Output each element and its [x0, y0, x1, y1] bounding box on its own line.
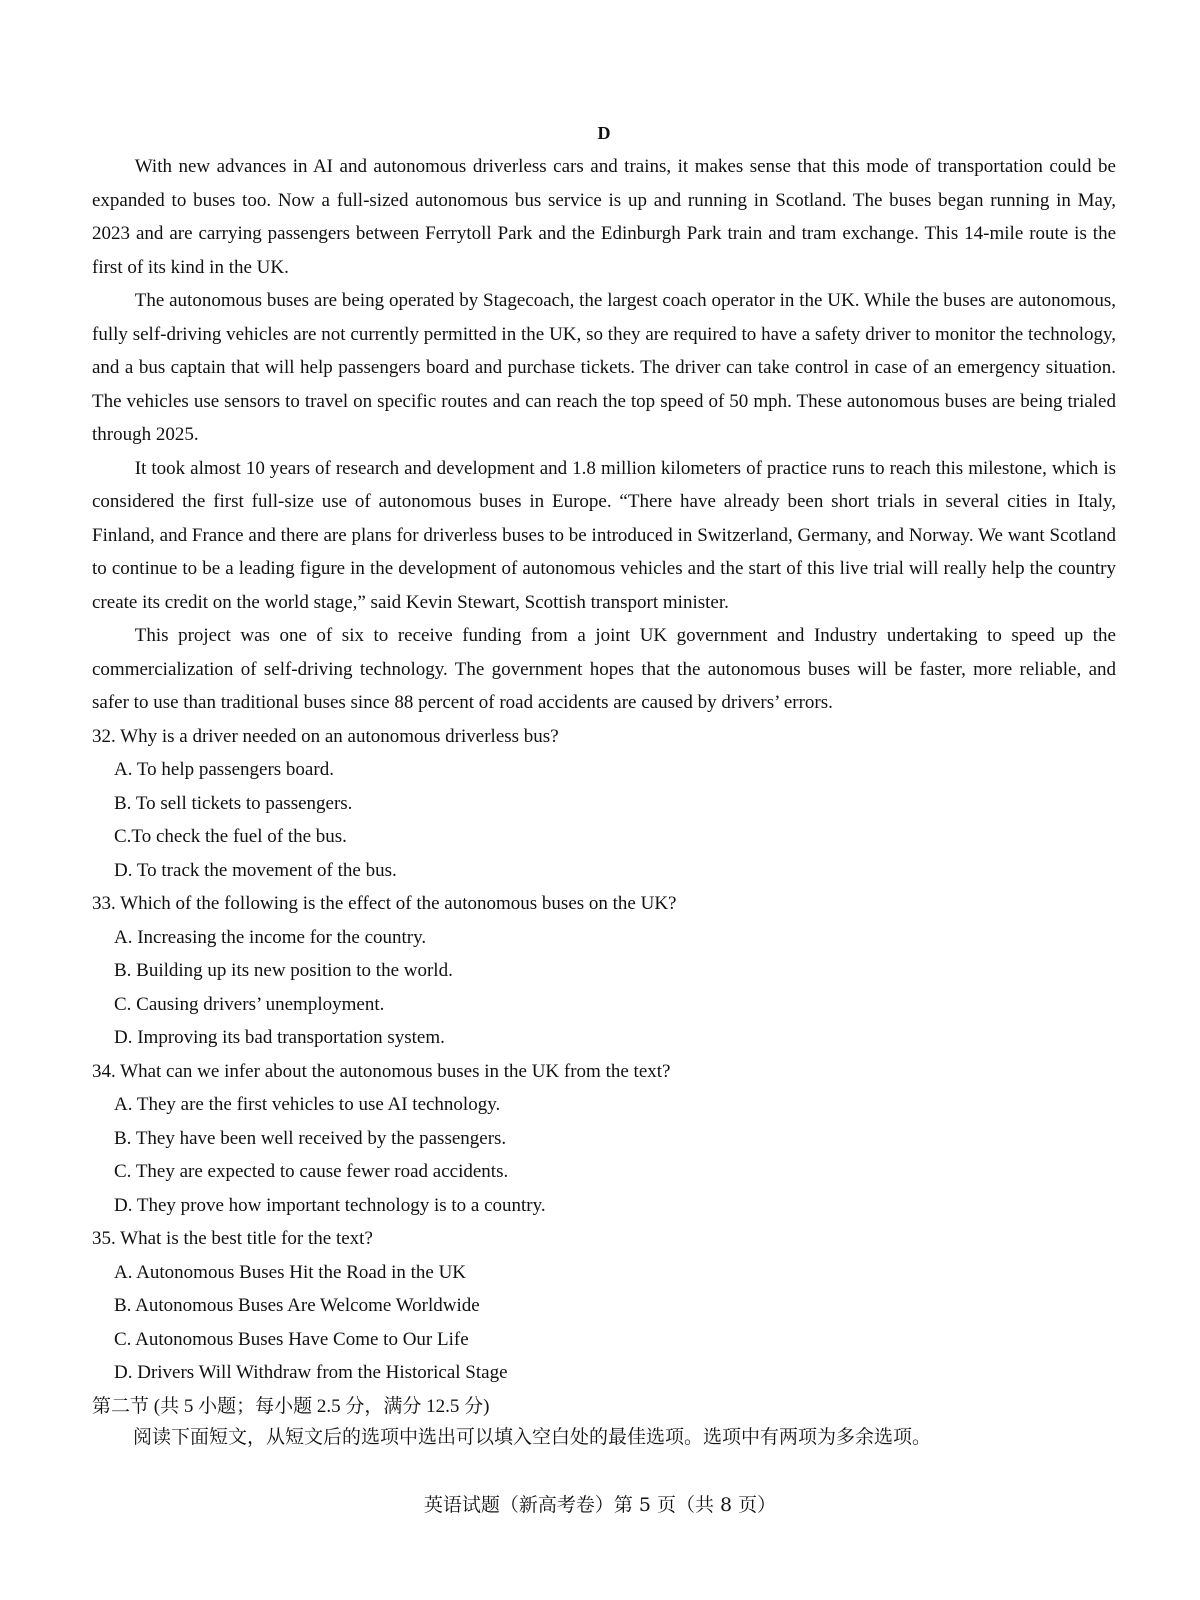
option-c: C. Causing drivers’ unemployment. [114, 993, 385, 1015]
passage-paragraph-3: It took almost 10 years of research and development and 1.8 million kilometers of practice runs to reach this milestone, which is considered the first full-size use of autonomous buses in Europe. “There have already been short trials in several cities in Italy, Finland, and France and there are plans for driverless buses to be introduced in Switzerland, Germany, and Norway. We want Scotland to continue to be a leading figure in the development of autonomous vehicles and the start of this live trial will really help the country create its credit on the world stage,” said Kevin Stewart, Scottish transport minister. [92, 457, 1116, 613]
option-c: C. Autonomous Buses Have Come to Our Life [114, 1328, 469, 1350]
option-d: D. They prove how important technology is to a country. [114, 1194, 546, 1216]
page-footer: 英语试题（新高考卷）第 5 页（共 8 页） [423, 1494, 777, 1516]
option-a: A. To help passengers board. [114, 759, 334, 780]
question-stem: 34. What can we infer about the autonomous buses in the UK from the text? [92, 1060, 671, 1082]
option-d: D. Drivers Will Withdraw from the Historical Stage [114, 1362, 508, 1383]
option-d: D. To track the movement of the bus. [114, 859, 397, 881]
option-a: A. Increasing the income for the country. [114, 926, 427, 948]
option-b: B. Building up its new position to the world. [114, 960, 453, 981]
section-two-title: 第二节 (共 5 小题；每小题 2.5 分，满分 12.5 分) [92, 1395, 490, 1417]
exam-page [92, 116, 1116, 1451]
question-stem: 35. What is the best title for the text? [92, 1228, 373, 1249]
passage-paragraph-2: The autonomous buses are being operated by Stagecoach, the largest coach operator in the UK. While the buses are autonomous, fully self-driving vehicles are not currently permitted in the UK, so they are required to have a safety driver to monitor the technology, and a bus captain that will help passengers board and purchase tickets. The driver can take control in case of an emergency situation. The vehicles use sensors to travel on specific routes and can reach the top speed of 50 mph. These autonomous buses are being trialed through 2025. [92, 290, 1116, 445]
passage [92, 150, 1116, 720]
option-b: B. Autonomous Buses Are Welcome Worldwide [114, 1295, 480, 1316]
option-a: A. They are the first vehicles to use AI technology. [114, 1094, 501, 1115]
passage-paragraph-4: This project was one of six to receive funding from a joint UK government and Industry undertaking to speed up the commercialization of self-driving technology. The government hopes that the autonomous buses will be faster, more reliable, and safer to use than traditional buses since 88 percent of road accidents are caused by drivers’ errors. [92, 625, 1116, 713]
passage-paragraph-1: With new advances in AI and autonomous driverless cars and trains, it makes sense that this mode of transportation could be expanded to buses too. Now a full-sized autonomous bus service is up and running in Scotland. The buses began running in May, 2023 and are carrying passengers between Ferrytoll Park and the Edinburgh Park train and tram exchange. This 14-mile route is the first of its kind in the UK. [92, 156, 1116, 278]
question-35 [92, 1222, 1116, 1390]
question-stem: 33. Which of the following is the effect of the autonomous buses on the UK? [92, 893, 677, 914]
option-c: C.To check the fuel of the bus. [114, 826, 347, 847]
option-d: D. Improving its bad transportation system. [114, 1027, 445, 1048]
question-33 [92, 887, 1116, 1055]
option-a: A. Autonomous Buses Hit the Road in the UK [114, 1261, 467, 1283]
section-two [92, 1390, 1116, 1451]
section-two-instructions: 阅读下面短文，从短文后的选项中选出可以填入空白处的最佳选项。选项中有两项为多余选项。 [133, 1425, 932, 1448]
option-b: B. They have been well received by the passengers. [114, 1127, 507, 1149]
question-34 [92, 1055, 1116, 1223]
question-stem: 32. Why is a driver needed on an autonomous driverless bus? [92, 725, 559, 747]
option-b: B. To sell tickets to passengers. [114, 792, 353, 814]
passage-heading: D [597, 123, 611, 143]
option-c: C. They are expected to cause fewer road accidents. [114, 1161, 509, 1182]
question-32 [92, 720, 1116, 888]
